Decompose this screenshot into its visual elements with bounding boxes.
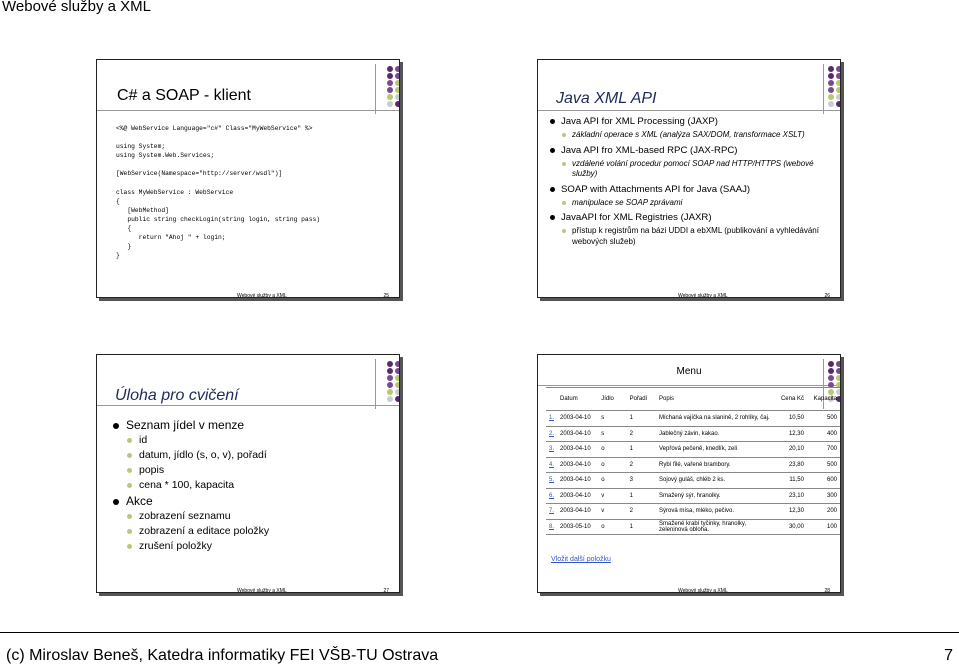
table-header-cell: Jídlo xyxy=(598,388,626,411)
decorative-dot xyxy=(395,73,400,79)
decorative-dot xyxy=(395,66,400,72)
row-link[interactable]: 3. xyxy=(546,442,557,458)
footer-caption: Webové služby a XML xyxy=(237,588,287,593)
table-cell: 500 xyxy=(807,457,840,473)
table-cell: Sojový guláš, chléb 2 ks. xyxy=(656,473,774,489)
decorative-dot xyxy=(836,94,841,100)
sub-list-item: zrušení položky xyxy=(113,539,269,554)
row-link[interactable]: 4. xyxy=(546,457,557,473)
table-cell: 700 xyxy=(807,442,840,458)
code-sample: <%@ WebService Language="c#" Class="MyWebService" %> using System; using System.Web.Services; [WebService(Namespace="http://server/wsdl")] class MyWebService : WebService { [WebMethod] public string checkLogin(string login, string pass) { return "Ahoj " + login; } } xyxy=(116,125,321,260)
table-header-cell: Datum xyxy=(557,388,598,411)
decorative-dot xyxy=(828,73,834,79)
table-header-cell: Kapacita xyxy=(807,388,840,411)
decorative-dot xyxy=(828,87,834,93)
table-cell: o xyxy=(598,519,626,535)
table-cell: 2003-04-10 xyxy=(557,457,598,473)
slide-title: C# a SOAP - klient xyxy=(117,87,251,104)
table-cell: 23,10 xyxy=(774,488,807,504)
decorative-dot xyxy=(836,73,841,79)
table-row xyxy=(546,519,840,535)
sub-list-item: základní operace s XML (analýza SAX/DOM, transformace XSLT) xyxy=(550,130,835,141)
decorative-dot xyxy=(387,368,393,374)
sub-list-item: cena * 100, kapacita xyxy=(113,478,269,493)
slide-divider-horizontal xyxy=(97,110,399,111)
table-cell: 2003-04-10 xyxy=(557,473,598,489)
decorative-dot xyxy=(828,80,834,86)
decorative-dot xyxy=(387,375,393,381)
decorative-dot xyxy=(387,361,393,367)
list-item: Akce xyxy=(113,494,269,509)
table-cell: 12,30 xyxy=(774,426,807,442)
table-cell: 10,50 xyxy=(774,411,807,427)
table-cell: 1 xyxy=(627,411,656,427)
page-footer xyxy=(0,632,959,667)
slide-number: 28 xyxy=(824,588,830,593)
slide-28 xyxy=(537,354,841,593)
decorative-dot xyxy=(395,375,400,381)
row-link[interactable]: 1. xyxy=(546,411,557,427)
decorative-dot xyxy=(387,80,393,86)
table-header-cell: Pořadí xyxy=(627,388,656,411)
decorative-dot xyxy=(387,73,393,79)
table-cell: 20,10 xyxy=(774,442,807,458)
table-header-cell: Popis xyxy=(656,388,774,411)
decorative-dot xyxy=(387,94,393,100)
table-cell: Rybí filé, vařené brambory. xyxy=(656,457,774,473)
row-link[interactable]: 7. xyxy=(546,504,557,520)
decorative-dot xyxy=(828,66,834,72)
decorative-dot xyxy=(395,396,400,402)
page-footer-text: (c) Miroslav Beneš, Katedra informatiky FEI VŠB-TU Ostrava xyxy=(6,647,439,664)
menu-title: Menu xyxy=(676,366,702,377)
footer-caption: Webové služby a XML xyxy=(237,293,287,298)
table-row xyxy=(546,457,840,473)
slide-title: Java XML API xyxy=(556,90,657,107)
footer-caption: Webové služby a XML xyxy=(678,588,728,593)
decorative-dot xyxy=(395,94,400,100)
table-row xyxy=(546,426,840,442)
decorative-dot xyxy=(395,389,400,395)
list-item: Java API fro XML-based RPC (JAX-RPC) xyxy=(550,145,835,157)
table-cell: 2003-04-10 xyxy=(557,488,598,504)
table-cell: Vepřová pečeně, knedlík, zelí xyxy=(656,442,774,458)
table-cell: s xyxy=(598,411,626,427)
decorative-dot xyxy=(387,382,393,388)
table-cell: Jablečný závin, kakao. xyxy=(656,426,774,442)
slide-26 xyxy=(537,59,841,298)
row-link[interactable]: 8. xyxy=(546,519,557,535)
row-link[interactable]: 2. xyxy=(546,426,557,442)
list-item: JavaAPI for XML Registries (JAXR) xyxy=(550,212,835,224)
slide-divider-vertical xyxy=(375,64,376,114)
table-cell: 2 xyxy=(627,504,656,520)
row-link[interactable]: 5. xyxy=(546,473,557,489)
table-cell: 2 xyxy=(627,426,656,442)
slide-divider-vertical xyxy=(823,64,824,114)
table-cell: Smažený sýr, hranolky. xyxy=(656,488,774,504)
list-item: Java API for XML Processing (JAXP) xyxy=(550,116,835,128)
table-cell: 200 xyxy=(807,504,840,520)
document-header-title: Webové služby a XML xyxy=(2,0,151,15)
decorative-dot xyxy=(395,80,400,86)
table-header-cell xyxy=(546,388,557,411)
decorative-dot-grid xyxy=(387,66,400,107)
table-row xyxy=(546,411,840,427)
decorative-dot xyxy=(387,101,393,107)
sub-list-item: popis xyxy=(113,463,269,478)
menu-table xyxy=(546,387,840,535)
row-link[interactable]: 6. xyxy=(546,488,557,504)
list-item: Seznam jídel v menze xyxy=(113,418,269,433)
decorative-dot-grid xyxy=(828,66,841,107)
decorative-dot-grid xyxy=(387,361,400,402)
sub-list-item: zobrazení seznamu xyxy=(113,509,269,524)
slide-divider-vertical xyxy=(375,359,376,409)
decorative-dot xyxy=(387,66,393,72)
sub-list-item: datum, jídlo (s, o, v), pořadí xyxy=(113,448,269,463)
table-cell: 2003-04-10 xyxy=(557,411,598,427)
sub-list-item: zobrazení a editace položky xyxy=(113,524,269,539)
decorative-dot xyxy=(836,66,841,72)
table-row xyxy=(546,504,840,520)
table-cell: Smažené krabí tyčinky, hranolky, zeleninová obloha. xyxy=(656,519,774,535)
table-cell: Míchaná vajíčka na slanině, 2 rohlíky, čaj. xyxy=(656,411,774,427)
table-cell: v xyxy=(598,488,626,504)
slide-divider-horizontal xyxy=(538,110,840,111)
decorative-dot xyxy=(387,87,393,93)
table-header-cell: Cena Kč xyxy=(774,388,807,411)
decorative-dot xyxy=(387,396,393,402)
bullet-list xyxy=(113,417,269,554)
table-cell: o xyxy=(598,457,626,473)
table-cell: 400 xyxy=(807,426,840,442)
page-number: 7 xyxy=(944,647,953,664)
sub-list-item: přístup k registrům na bázi UDDI a ebXML (publikování a vyhledávání webových služeb) xyxy=(550,226,835,247)
table-cell: 100 xyxy=(807,519,840,535)
footer-caption: Webové služby a XML xyxy=(678,293,728,298)
slide-divider-horizontal xyxy=(97,405,399,406)
slide-number: 25 xyxy=(383,293,389,298)
table-cell: 30,00 xyxy=(774,519,807,535)
decorative-dot xyxy=(395,382,400,388)
table-cell: 23,80 xyxy=(774,457,807,473)
table-cell: s xyxy=(598,426,626,442)
table-row xyxy=(546,442,840,458)
table-row xyxy=(546,488,840,504)
table-cell: o xyxy=(598,473,626,489)
slide-27 xyxy=(96,354,400,593)
slide-number: 26 xyxy=(824,293,830,298)
table-cell: 11,50 xyxy=(774,473,807,489)
table-cell: 1 xyxy=(627,442,656,458)
sub-list-item: manipulace se SOAP zprávami xyxy=(550,198,835,209)
decorative-dot xyxy=(828,101,834,107)
decorative-dot xyxy=(828,94,834,100)
table-cell: 600 xyxy=(807,473,840,489)
table-cell: 2003-05-10 xyxy=(557,519,598,535)
sub-list-item: id xyxy=(113,433,269,448)
table-cell: 500 xyxy=(807,411,840,427)
decorative-dot xyxy=(387,389,393,395)
slide-title: Úloha pro cvičení xyxy=(115,387,239,404)
table-cell: 12,30 xyxy=(774,504,807,520)
table-cell: 2003-04-10 xyxy=(557,426,598,442)
table-row xyxy=(546,473,840,489)
slide-25 xyxy=(96,59,400,298)
table-cell: v xyxy=(598,504,626,520)
table-cell: 300 xyxy=(807,488,840,504)
table-cell: 2003-04-10 xyxy=(557,504,598,520)
decorative-dot xyxy=(836,80,841,86)
add-item-link[interactable]: Vložit další položku xyxy=(551,556,611,563)
decorative-dot xyxy=(395,101,400,107)
decorative-dot xyxy=(395,87,400,93)
table-cell: 2 xyxy=(627,457,656,473)
decorative-dot xyxy=(395,361,400,367)
table-cell: 2003-04-10 xyxy=(557,442,598,458)
slide-number: 27 xyxy=(383,588,389,593)
table-cell: 3 xyxy=(627,473,656,489)
table-cell: 1 xyxy=(627,519,656,535)
bullet-list xyxy=(550,112,835,247)
decorative-dot xyxy=(836,87,841,93)
list-item: SOAP with Attachments API for Java (SAAJ) xyxy=(550,184,835,196)
table-cell: o xyxy=(598,442,626,458)
sub-list-item: vzdálené volání procedur pomocí SOAP nad HTTP/HTTPS (webové služby) xyxy=(550,159,835,180)
decorative-dot xyxy=(836,101,841,107)
slide-divider-horizontal xyxy=(538,385,840,386)
decorative-dot xyxy=(395,368,400,374)
table-cell: Sýrová mísa, mléko, pečivo. xyxy=(656,504,774,520)
table-cell: 1 xyxy=(627,488,656,504)
